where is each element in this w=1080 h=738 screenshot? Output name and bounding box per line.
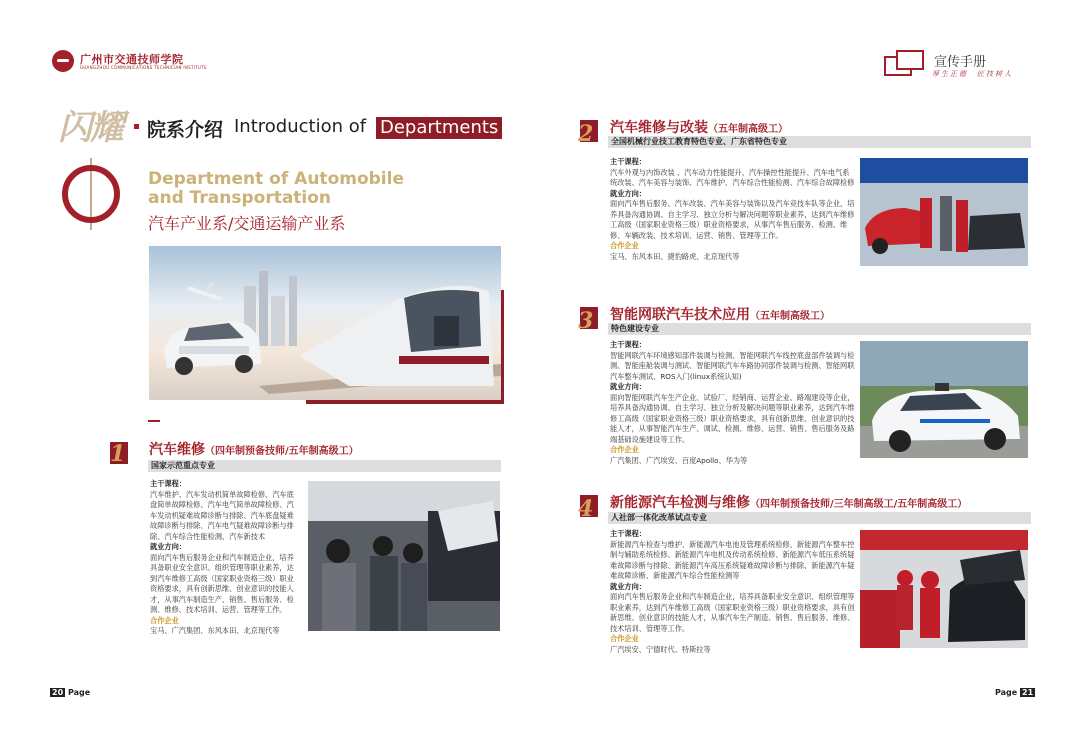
brochure-icon-front <box>896 50 924 70</box>
hero-image <box>149 246 501 400</box>
item-number: 2 <box>578 121 594 147</box>
title-bullet <box>134 124 139 129</box>
item-number: 3 <box>578 308 594 334</box>
item-title: 汽车维修与改装（五年制高级工） <box>610 120 788 136</box>
item-body: 主干课程： 汽车外观与内饰改装 、汽车动力性能提升、汽车操控性能提升、汽车电气系统改装、汽车美容与装饰、汽车维护、汽车综合性能检测、汽车综合故障检修 就业方向： 面向汽车售后服务、汽车改装、汽车美容与装饰以及汽车竞技车队等企业，培养具备沟通协调、自主学习、独立分析与解决问题等职业素养，达到汽车维修工高级（国家职业资格三级）职业资格要求，从事汽车售后服务、检测、维修、车辆改装、技术培训、运营、销售、管理等工作。 合作企业 宝马、东风本田、捷豹路虎、北京现代等 <box>610 157 855 261</box>
school-name-en: GUANGZHOU COMMUNICATIONS TECHNICIAN INSTITUTE <box>80 65 207 70</box>
section-title-en-highlight: Departments <box>376 117 502 139</box>
item-tag-bar: 特色建设专业 <box>608 323 1031 335</box>
item-number: 1 <box>110 441 126 467</box>
school-logo-icon <box>52 50 74 72</box>
item-title: 新能源汽车检测与维修（四年制预备技师/三年制高级工/五年制高级工） <box>610 495 968 511</box>
item-body: 主干课程： 智能网联汽车环境感知部件装调与检测、智能网联汽车线控底盘部件装调与检测、智能座舱装调与测试、智能网联汽车车路协同部件装调与检测、智能网联汽车整车测试、ROS入门(linux系统认知) 就业方向： 面向智能网联汽车生产企业、试验厂、经销商、运营企业、路端建设等企业，培养具备沟通协调、自主学习、独立分析及解决问题等职业素养，达到汽车维修工高级（国家职业资格三级）职业资格要求，具有创新思维、创业意识的技能人才，从事智能汽车生产、调试、检测、维修、运营、销售、售后服务及路端基础设施建设等工作。 合作企业 广汽集团、广汽埃安、百度Apollo、华为等 <box>610 340 855 465</box>
section-title-cn: 院系介绍 <box>147 119 224 141</box>
brochure-title: 宣传手册 <box>934 55 987 70</box>
department-name-en: Department of Automobile and Transportation <box>148 169 404 208</box>
item-number: 4 <box>578 496 594 522</box>
section-title-en: Introduction of <box>234 116 367 137</box>
page-number-right: Page 21 <box>995 688 1034 697</box>
divider-dash <box>148 420 160 422</box>
item-tag-bar: 全国机械行业技工教育特色专业、广东省特色专业 <box>608 136 1031 148</box>
page-number-left: 20 Page <box>52 688 91 697</box>
brochure-slogan: 厚生正德 匠技树人 <box>932 70 1013 78</box>
item-tag-bar: 国家示范重点专业 <box>148 460 501 472</box>
item-photo <box>860 341 1028 458</box>
item-photo <box>860 530 1028 648</box>
item-body: 主干课程： 汽车维护、汽车发动机简单故障检修、汽车底盘简单故障检修、汽车电气简单故障检修、汽车发动机疑难故障诊断与排除、汽车底盘疑难故障诊断与排除、汽车电气疑难故障诊断与排除、汽车综合性能检测、汽车新技术 就业方向： 面向汽车售后服务企业和汽车制造企业，培养具备职业安全意识、组织管理等职业素养，达到汽车维修工高级（国家职业资格三级）职业资格要求，具有创新思维、创业意识的技能人才，从事汽车制造生产、销售、售后服务、检测、维修、技术培训、运营、管理等工作。 合作企业 宝马、广汽集团、东风本田、北京现代等 <box>150 479 294 635</box>
item-title: 智能网联汽车技术应用（五年制高级工） <box>610 307 830 323</box>
item-title: 汽车维修（四年制预备技师/五年制高级工） <box>149 442 359 458</box>
department-name-cn: 汽车产业系/交通运输产业系 <box>148 214 346 233</box>
calligraphy-title: 闪耀 <box>58 108 122 148</box>
school-name: 广州市交通技师学院 <box>80 53 184 66</box>
item-photo <box>308 481 500 631</box>
item-photo <box>860 158 1028 266</box>
item-body: 主干课程： 新能源汽车检查与维护、新能源汽车电池及管理系统检修、新能源汽车整车控制与辅助系统检修、新能源汽车电机及传动系统检修、新能源汽车低压系统疑难故障诊断与排除、新能源汽车高压系统疑难故障诊断与排除、新能源汽车疑难故障诊断、新能源汽车综合性能检测等 就业方向： 面向汽车售后服务企业和汽车制造企业，培养具备职业安全意识、组织管理等职业素养，达到汽车维修工高级（国家职业资格三级）职业资格要求，具有创新思维、创业意识的技能人才，从事汽车生产制造、销售、售后服务、维修、技术培训、管理等工作。 合作企业 广汽埃安、宁德时代、特斯拉等 <box>610 529 855 654</box>
item-tag-bar: 人社部一体化改革试点专业 <box>608 512 1031 524</box>
decor-ring-icon <box>62 165 120 223</box>
